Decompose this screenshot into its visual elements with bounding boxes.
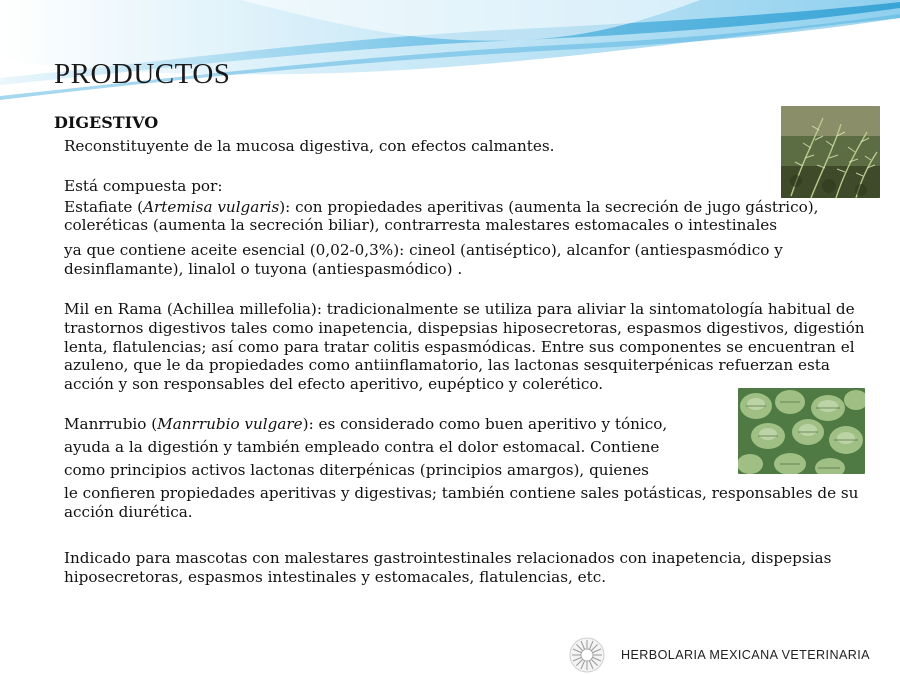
page-title: PRODUCTOS <box>54 58 231 90</box>
header-wave-decoration <box>0 0 900 110</box>
milenrama-line-4: azuleno, que le da propiedades como antiinflamatorio, las lactonas sesquiterpénicas refuerzan esta <box>64 356 830 374</box>
manrrubio-line-1: Manrrubio (Manrrubio vulgare): es considerado como buen aperitivo y tónico, <box>64 415 668 433</box>
footer-brand-text: HERBOLARIA MEXICANA VETERINARIA <box>621 648 870 662</box>
milenrama-line-5: acción y son responsables del efecto aperitivo, eupéptico y colerético. <box>64 375 604 393</box>
estafiate-line-4: desinflamante), linalol o tuyona (antiespasmódico) . <box>64 260 463 278</box>
composition-label: Está compuesta por: <box>64 177 223 195</box>
section-heading: DIGESTIVO <box>54 113 159 132</box>
indicado-line-2: hiposecretoras, espasmos intestinales y estomacales, flatulencias, etc. <box>64 568 607 586</box>
rosemary-plant-photo <box>781 106 880 198</box>
radial-seal-logo <box>568 636 606 674</box>
manrrubio-line-2: ayuda a la digestión y también empleado contra el dolor estomacal. Contiene <box>64 438 660 456</box>
manrrubio-latin-name: Manrrubio vulgare <box>157 415 303 433</box>
manrrubio-line-3: como principios activos lactonas diterpénicas (principios amargos), quienes <box>64 461 649 479</box>
manrrubio-line-5: acción diurética. <box>64 503 193 521</box>
intro-text: Reconstituyente de la mucosa digestiva, con efectos calmantes. <box>64 137 555 155</box>
estafiate-line-3: ya que contiene aceite esencial (0,02-0,3%): cineol (antiséptico), alcanfor (antiespasmódico y <box>64 241 783 259</box>
milenrama-line-3: lenta, flatulencias; así como para tratar colitis espasmódicas. Entre sus componentes se encuentran el <box>64 338 855 356</box>
indicado-line-1: Indicado para mascotas con malestares gastrointestinales relacionados con inapetencia, dispepsias <box>64 549 832 567</box>
estafiate-line-2: coleréticas (aumenta la secreción biliar), contrarresta malestares estomacales o intestinales <box>64 216 778 234</box>
horehound-leaves-photo <box>738 388 865 474</box>
manrrubio-line-4: le confieren propiedades aperitivas y digestivas; también contiene sales potásticas, responsables de su <box>64 484 859 502</box>
milenrama-line-1: Mil en Rama (Achillea millefolia): tradicionalmente se utiliza para aliviar la sintomatología habitual de <box>64 300 855 318</box>
estafiate-line-1: Estafiate (Artemisa vulgaris): con propiedades aperitivas (aumenta la secreción de jugo gástrico), <box>64 198 819 216</box>
estafiate-latin-name: Artemisa vulgaris <box>143 198 280 216</box>
milenrama-line-2: trastornos digestivos tales como inapetencia, dispepsias hiposecretoras, espasmos digestivos, digestión <box>64 319 865 337</box>
